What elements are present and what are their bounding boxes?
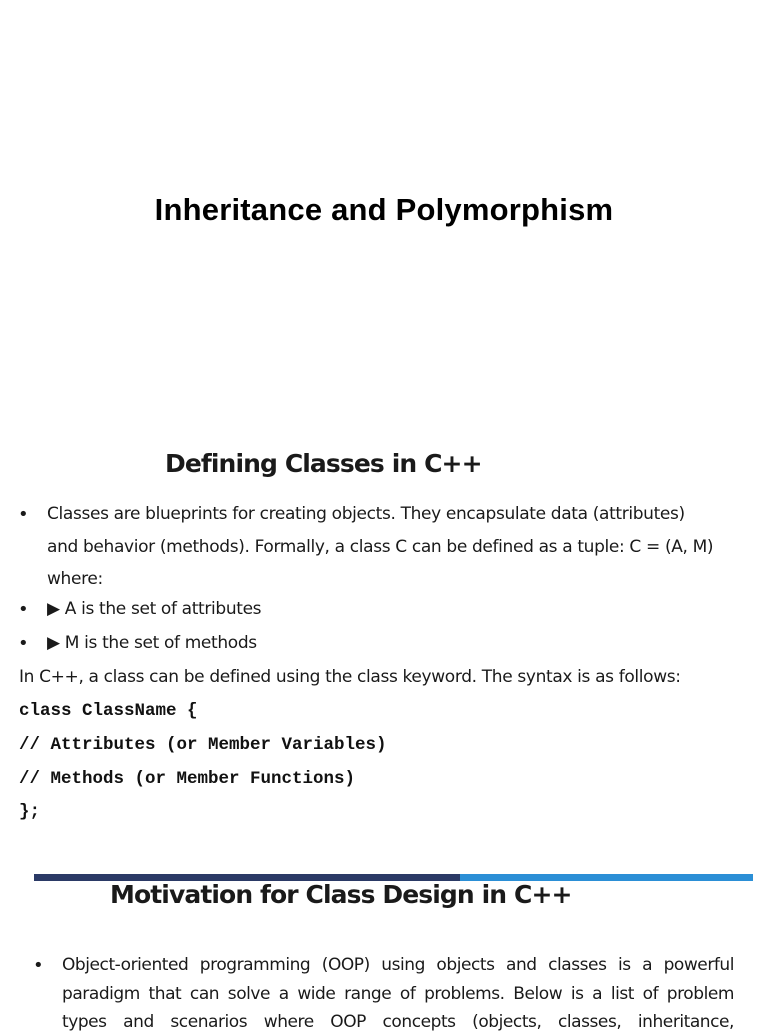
code-line: // Methods (or Member Functions): [19, 769, 356, 789]
slide-title-defining-classes: Defining Classes in C++: [165, 449, 482, 478]
bullet-text-line: ▶ M is the set of methods: [47, 633, 257, 653]
bullet-text-line: ▶ A is the set of attributes: [47, 599, 262, 619]
document-title: Inheritance and Polymorphism: [154, 192, 614, 227]
bullet-icon: •: [18, 599, 29, 620]
bullet-icon: •: [18, 633, 29, 654]
bullet-text-line: Classes are blueprints for creating objects. They encapsulate data (attributes): [47, 504, 685, 524]
code-line: };: [19, 802, 41, 822]
bullet-text-line: paradigm that can solve a wide range of problems. Below is a list of problem: [62, 984, 734, 1004]
bullet-icon: •: [33, 955, 44, 976]
bullet-text-line: and behavior (methods). Formally, a class C can be defined as a tuple: C = (A, M): [47, 537, 714, 557]
bullet-text-line: types and scenarios where OOP concepts (objects, classes, inheritance,: [62, 1012, 734, 1032]
code-line: class ClassName {: [19, 701, 198, 721]
code-line: // Attributes (or Member Variables): [19, 735, 387, 755]
syntax-intro-text: In C++, a class can be defined using the class keyword. The syntax is as follows:: [19, 667, 681, 687]
slide-title-motivation: Motivation for Class Design in C++: [110, 880, 572, 909]
bullet-text-line: where:: [47, 569, 103, 589]
bullet-text-line: Object-oriented programming (OOP) using objects and classes is a powerful: [62, 955, 734, 975]
bullet-icon: •: [18, 504, 29, 525]
